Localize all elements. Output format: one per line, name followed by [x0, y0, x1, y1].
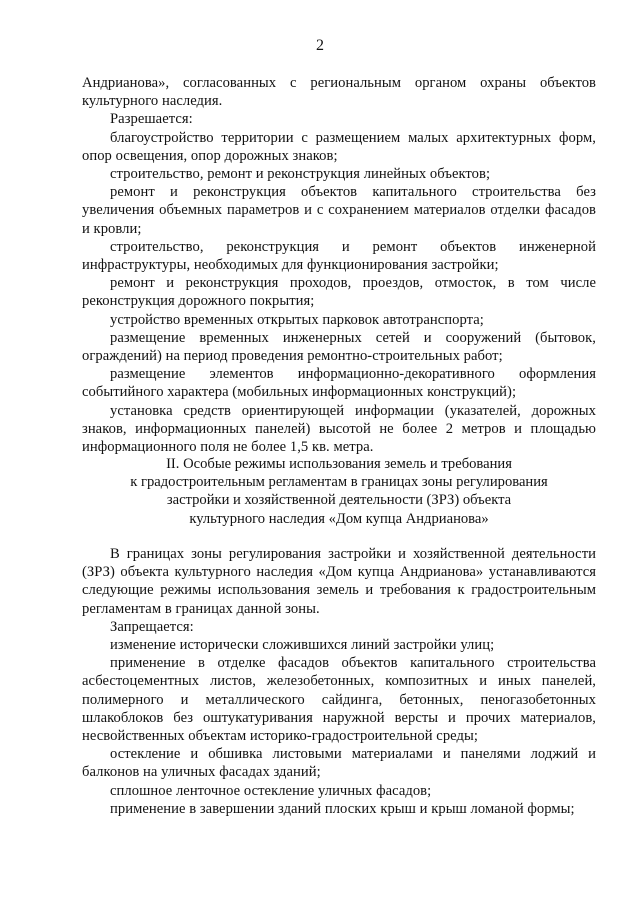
paragraph: размещение временных инженерных сетей и сооружений (бытовок, ограждений) на период проведения ремонтно-строительных работ; — [82, 329, 596, 365]
paragraph: размещение элементов информационно-декоративного оформления событийного характера (мобильных информационных конструкций); — [82, 366, 596, 401]
section-heading-line: застройки и хозяйственной деятельности (ЗРЗ) объекта — [166, 492, 512, 509]
section-heading-line: к градостроительным регламентам в границах зоны регулирования — [130, 474, 548, 491]
paragraph: благоустройство территории с размещением малых архитектурных форм, опор освещения, опор дорожных знаков; — [82, 129, 596, 164]
paragraph: сплошное ленточное остекление уличных фасадов; — [110, 782, 432, 799]
paragraph-continuation: Андрианова», согласованных с региональным органом охраны объектов культурного наследия. — [82, 75, 596, 110]
paragraph: применение в завершении зданий плоских крыш и крыш ломаной формы; — [110, 800, 575, 817]
section-heading-line: культурного наследия «Дом купца Андрианова» — [189, 510, 489, 527]
paragraph-intro: В границах зоны регулирования застройки и хозяйственной деятельности (ЗРЗ) объекта культурного наследия «Дом купца Андрианова» устанавливаются следующие режимы использования земель и требования к градостроительным регламентам в границах данной зоны. — [82, 546, 596, 617]
paragraph: применение в отделке фасадов объектов капитального строительства асбестоцементных листов, железобетонных, композитных и иных панелей, полимерного и металлического сайдинга, бетонных, пеногазобетонных шлакоблоков без оштукатуривания наружной версты и прочих материалов, несвойственных объектам историко-градостроительной среды; — [82, 655, 596, 745]
text-block-prohibited — [82, 545, 596, 818]
page-number: 2 — [316, 37, 324, 54]
paragraph: остекление и обшивка листовыми материалами и панелями лоджий и балконов на уличных фасадах зданий; — [82, 746, 596, 781]
paragraph: ремонт и реконструкция объектов капитального строительства без увеличения объемных параметров и с сохранением материалов отделки фасадов и кровли; — [82, 184, 596, 237]
paragraph-prohibited-heading: Запрещается: — [110, 618, 194, 635]
paragraph: строительство, реконструкция и ремонт объектов инженерной инфраструктуры, необходимых для функционирования застройки; — [82, 238, 596, 274]
paragraph: изменение исторически сложившихся линий застройки улиц; — [110, 637, 495, 654]
text-block-permitted — [82, 74, 596, 456]
paragraph: ремонт и реконструкция проходов, проездов, отмосток, в том числе реконструкция дорожного покрытия; — [82, 275, 596, 310]
section-heading — [82, 455, 596, 528]
section-heading-line: II. Особые режимы использования земель и требования — [166, 456, 512, 472]
paragraph: строительство, ремонт и реконструкция линейных объектов; — [110, 166, 491, 183]
paragraph-allowed-heading: Разрешается: — [110, 111, 193, 128]
paragraph: устройство временных открытых парковок автотранспорта; — [110, 311, 484, 328]
paragraph: установка средств ориентирующей информации (указателей, дорожных знаков, информационных панелей) высотой не более 2 метров и площадью информационного поля не более 1,5 кв. метра. — [82, 402, 596, 456]
